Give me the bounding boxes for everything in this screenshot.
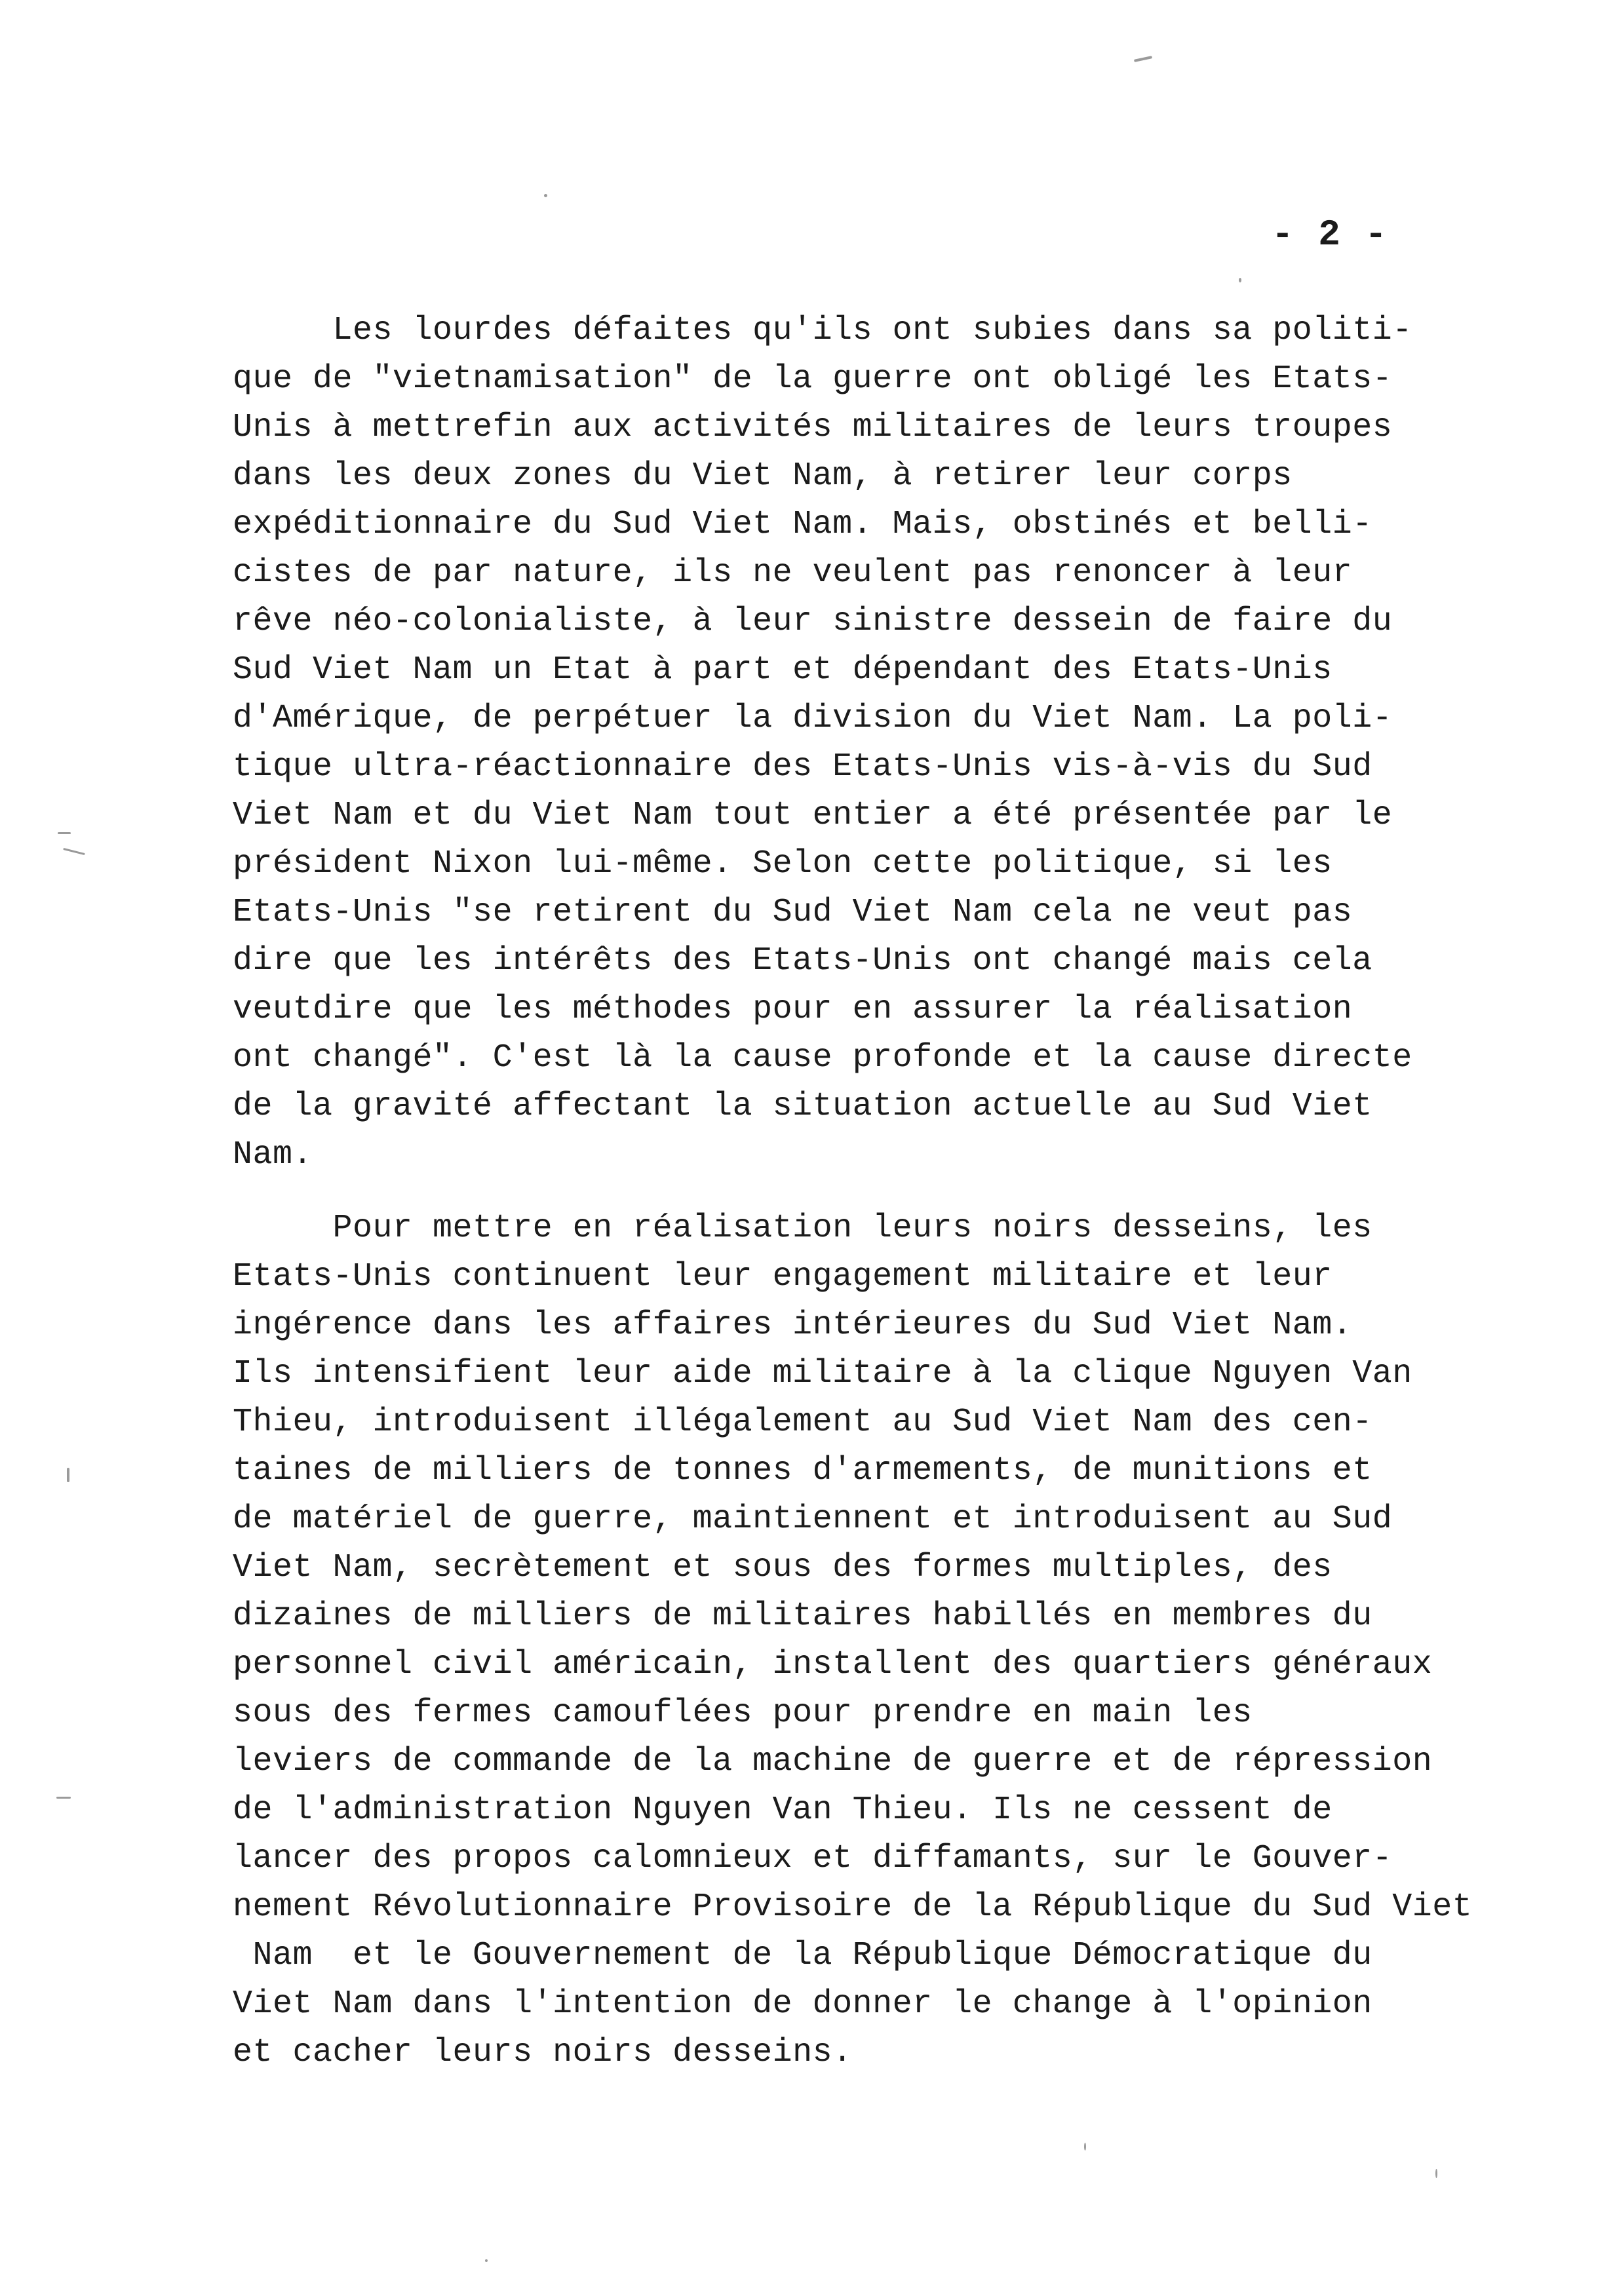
text-line: rêve néo-colonialiste, à leur sinistre dessein de faire du <box>233 603 1393 640</box>
text-line: ingérence dans les affaires intérieures du Sud Viet Nam. <box>233 1307 1353 1344</box>
text-line: taines de milliers de tonnes d'armements, de munitions et <box>233 1452 1372 1489</box>
text-line: Etats-Unis continuent leur engagement militaire et leur <box>233 1258 1333 1295</box>
text-line: président Nixon lui-même. Selon cette politique, si les <box>233 845 1333 883</box>
text-line: de l'administration Nguyen Van Thieu. Ils ne cessent de <box>233 1791 1333 1829</box>
text-line: de la gravité affectant la situation actuelle au Sud Viet <box>233 1088 1372 1125</box>
text-line: cistes de par nature, ils ne veulent pas renoncer à leur <box>233 554 1353 592</box>
text-line: que de "vietnamisation" de la guerre ont obligé les Etats- <box>233 360 1393 398</box>
text-line: Sud Viet Nam un Etat à part et dépendant des Etats-Unis <box>233 651 1333 689</box>
text-line: expéditionnaire du Sud Viet Nam. Mais, obstinés et belli- <box>233 506 1372 543</box>
text-line: ont changé". C'est là la cause profonde et la cause directe <box>233 1039 1412 1077</box>
text-line: nement Révolutionnaire Provisoire de la République du Sud Viet <box>233 1888 1473 1926</box>
text-line: sous des fermes camouflées pour prendre en main les <box>233 1694 1253 1732</box>
text-line: personnel civil américain, installent des quartiers généraux <box>233 1646 1433 1683</box>
scan-mark <box>1239 278 1241 282</box>
text-line: dizaines de milliers de militaires habillés en membres du <box>233 1598 1372 1635</box>
text-line: Nam. <box>233 1136 313 1174</box>
text-line: Nam et le Gouvernement de la République Démocratique du <box>233 1937 1372 1974</box>
text-line: tique ultra-réactionnaire des Etats-Unis vis-à-vis du Sud <box>233 748 1372 786</box>
text-line: leviers de commande de la machine de guerre et de répression <box>233 1743 1433 1780</box>
scan-mark <box>544 194 547 197</box>
scan-mark <box>58 832 71 834</box>
paragraph-1 <box>233 307 1478 1179</box>
text-line: Etats-Unis "se retirent du Sud Viet Nam cela ne veut pas <box>233 894 1353 931</box>
text-line: de matériel de guerre, maintiennent et introduisent au Sud <box>233 1501 1393 1538</box>
text-line: Thieu, introduisent illégalement au Sud Viet Nam des cen- <box>233 1404 1372 1441</box>
text-line: Ils intensifient leur aide militaire à la clique Nguyen Van <box>233 1355 1412 1392</box>
scan-mark <box>63 848 85 855</box>
scan-mark <box>1134 56 1152 62</box>
text-line: Viet Nam dans l'intention de donner le change à l'opinion <box>233 1985 1372 2023</box>
text-line: Unis à mettrefin aux activités militaires de leurs troupes <box>233 409 1393 446</box>
text-line: d'Amérique, de perpétuer la division du Viet Nam. La poli- <box>233 700 1393 737</box>
text-line: Viet Nam et du Viet Nam tout entier a été présentée par le <box>233 797 1393 834</box>
text-line: Viet Nam, secrètement et sous des formes multiples, des <box>233 1549 1333 1586</box>
text-line: et cacher leurs noirs desseins. <box>233 2034 853 2071</box>
page-number: - 2 - <box>1272 214 1389 256</box>
scan-mark <box>1435 2169 1437 2178</box>
scan-mark <box>1084 2143 1086 2151</box>
text-line: Les lourdes défaites qu'ils ont subies dans sa politi- <box>233 312 1412 349</box>
text-line: Pour mettre en réalisation leurs noirs desseins, les <box>233 1210 1372 1247</box>
scan-mark <box>56 1797 71 1799</box>
text-line: veutdire que les méthodes pour en assurer la réalisation <box>233 991 1353 1028</box>
text-line: lancer des propos calomnieux et diffamants, sur le Gouver- <box>233 1840 1393 1877</box>
scan-mark <box>67 1468 69 1482</box>
paragraph-2 <box>233 1204 1478 2077</box>
text-line: dire que les intérêts des Etats-Unis ont changé mais cela <box>233 942 1372 980</box>
scan-mark <box>485 2259 488 2262</box>
text-line: dans les deux zones du Viet Nam, à retirer leur corps <box>233 457 1293 495</box>
